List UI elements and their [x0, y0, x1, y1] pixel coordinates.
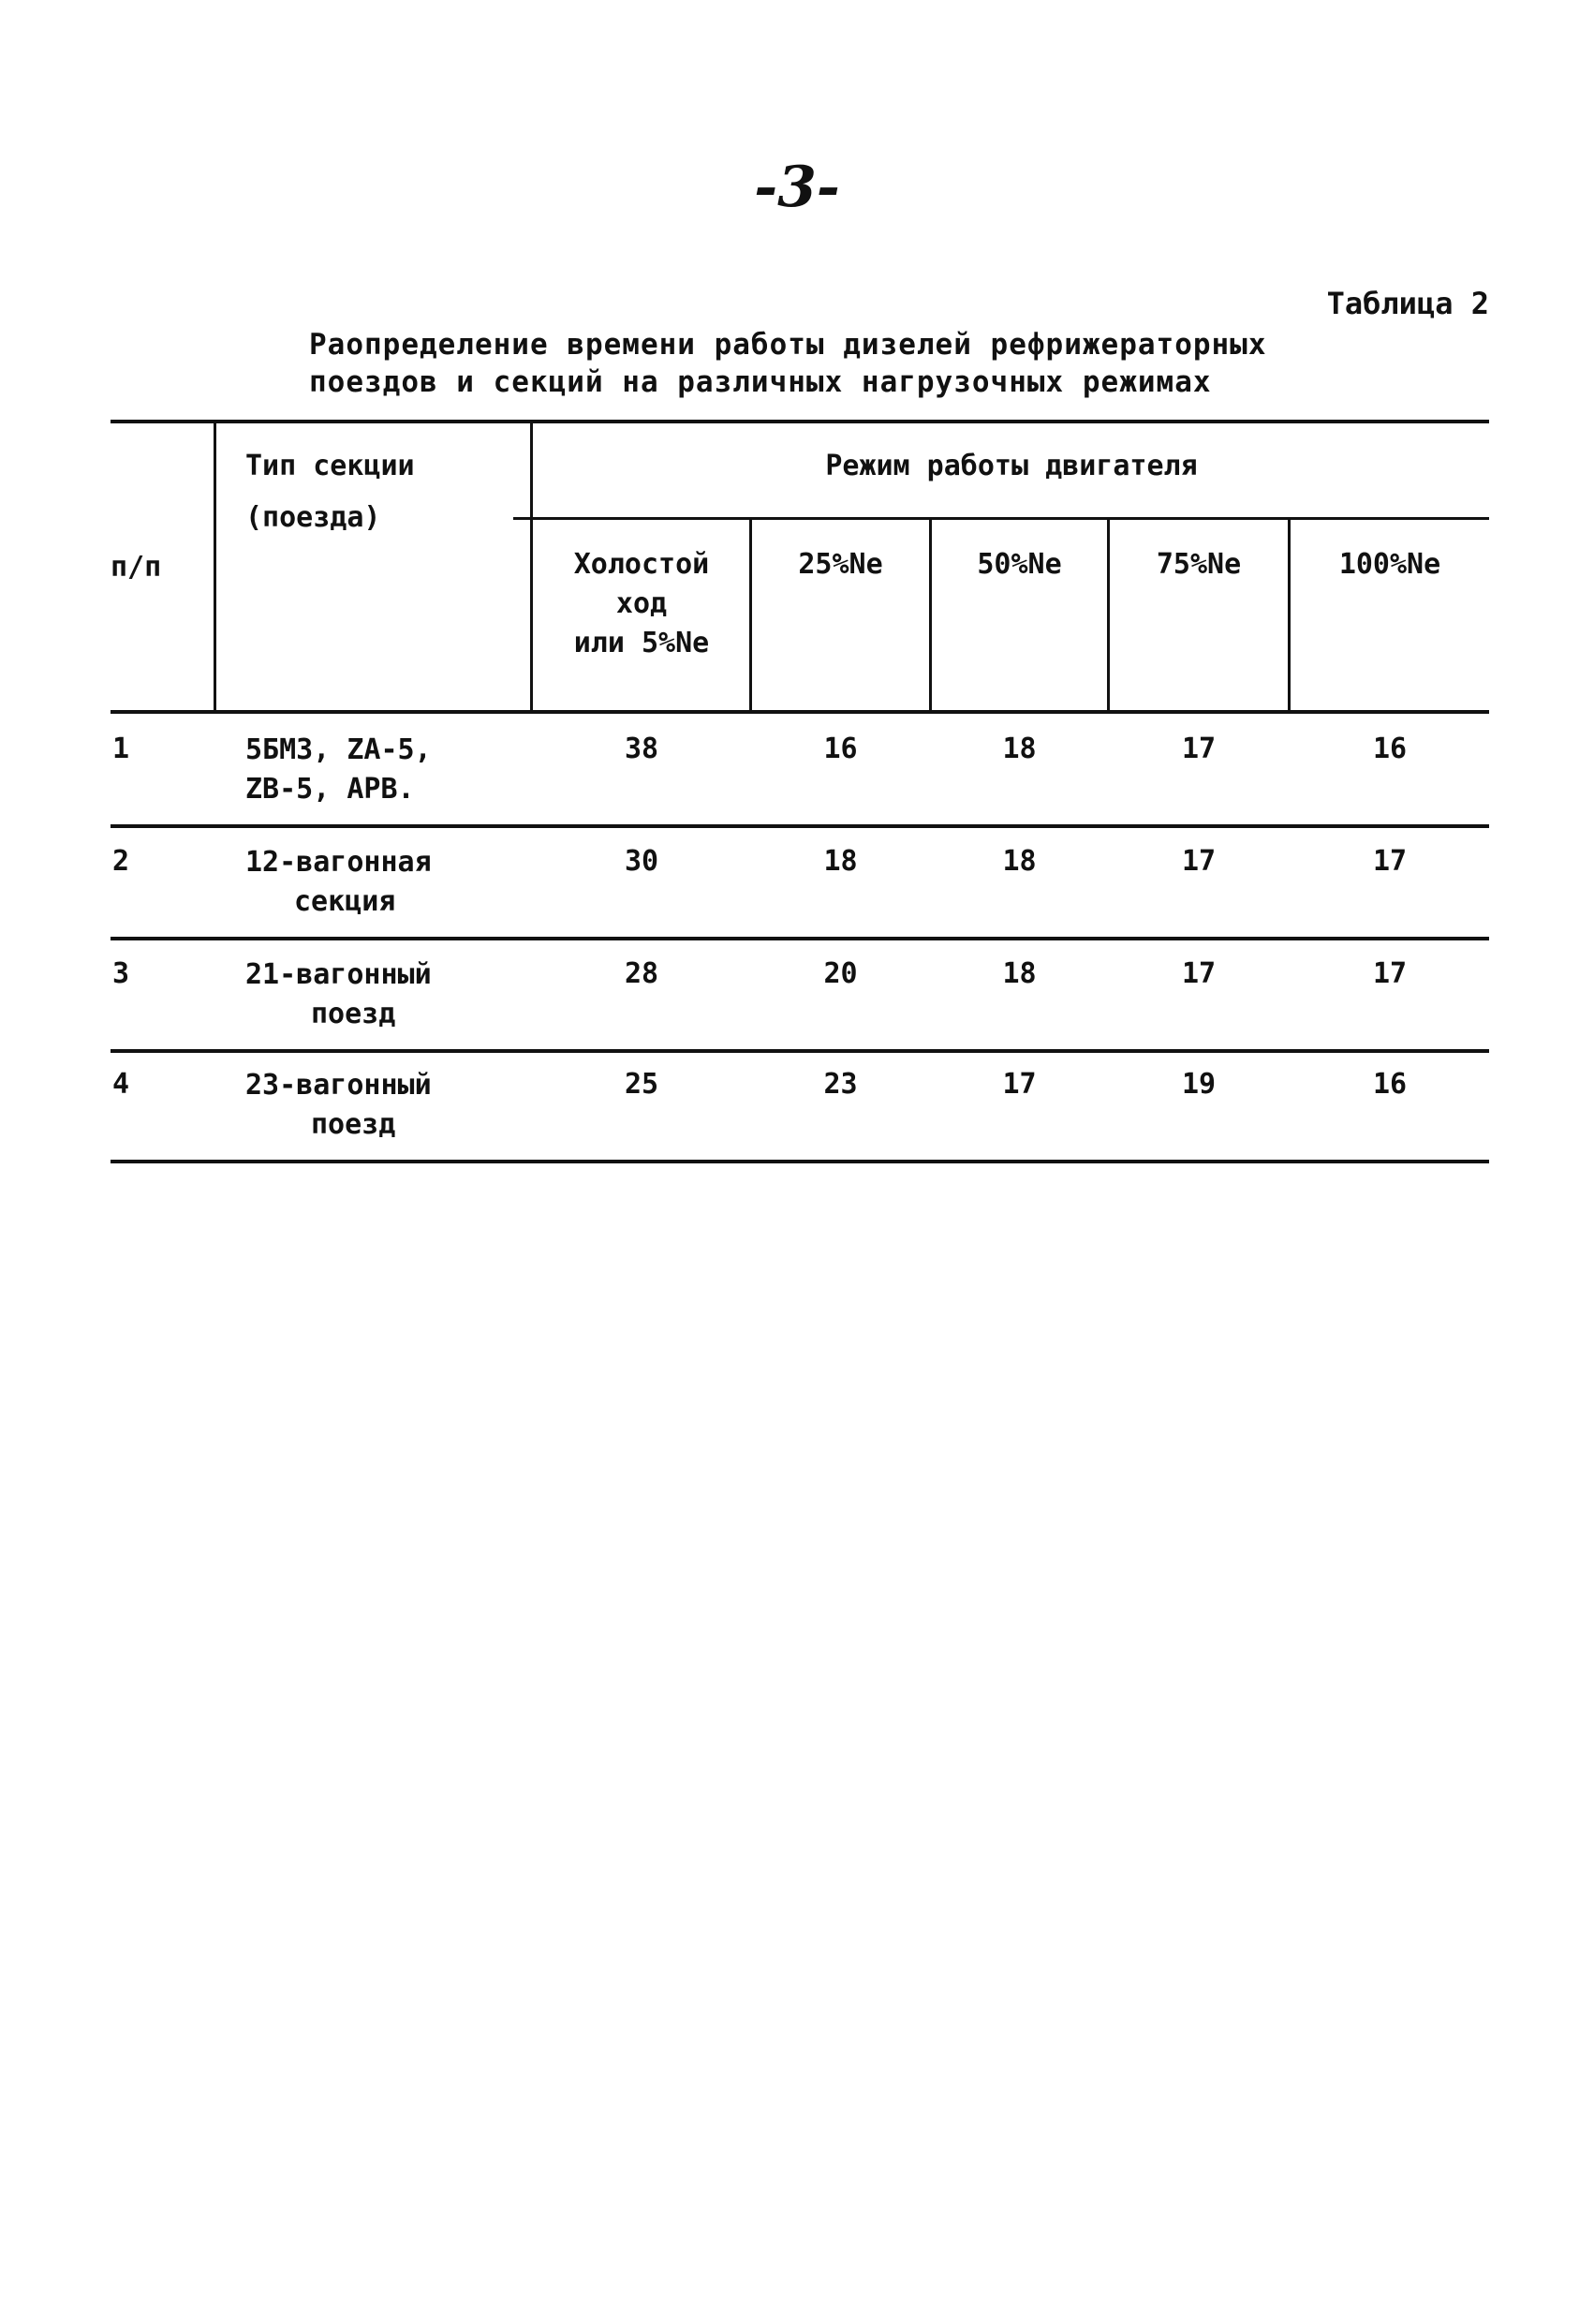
row-rule: [111, 1049, 1489, 1053]
row-25: 18: [823, 845, 858, 878]
table-top-rule: [111, 420, 1489, 423]
header-type-line1: Тип секции: [245, 450, 415, 482]
header-idle: [536, 545, 747, 663]
row-type-line: 5БМЗ, ZA-5,: [245, 733, 432, 766]
header-num: п/п: [111, 551, 162, 584]
row-75: 17: [1181, 957, 1217, 990]
row-rule: [111, 937, 1489, 940]
row-type: [245, 955, 432, 1034]
header-idle-line: Холостой: [573, 548, 710, 581]
header-idle-line: ход: [615, 587, 668, 620]
header-25: 25%Ne: [798, 548, 883, 581]
header-bottom-rule: [111, 710, 1489, 714]
row-idle: 30: [624, 845, 659, 878]
row-type: [245, 731, 432, 809]
header-type-line2: (поезда): [245, 501, 381, 534]
row-100: 16: [1372, 1068, 1408, 1101]
row-75: 17: [1181, 845, 1217, 878]
header-100: 100%Ne: [1338, 548, 1441, 581]
row-type-line: 21-вагонный: [245, 958, 432, 991]
row-type-line: 12-вагонная: [245, 846, 432, 879]
row-type-line: 23-вагонный: [245, 1069, 432, 1102]
row-type-line: поезд: [311, 998, 396, 1030]
row-100: 17: [1372, 957, 1408, 990]
column-divider: [530, 423, 533, 710]
row-50: 18: [1002, 845, 1037, 878]
caption-line: поездов и секций на различных нагрузочных режимах: [309, 365, 1212, 399]
header-idle-line: или 5%Ne: [573, 627, 710, 659]
row-25: 20: [823, 957, 858, 990]
mode-group-rule: [513, 517, 1489, 520]
row-25: 23: [823, 1068, 858, 1101]
table-caption: [309, 326, 1489, 401]
page-number: -3-: [754, 155, 840, 220]
row-type-line: поезд: [311, 1108, 396, 1141]
table-bottom-rule: [111, 1160, 1489, 1163]
row-num: 4: [112, 1068, 130, 1101]
header-75: 75%Ne: [1156, 548, 1242, 581]
header-mode-group: Режим работы двигателя: [825, 450, 1198, 482]
row-idle: 38: [624, 733, 659, 765]
row-num: 1: [112, 733, 130, 765]
row-idle: 25: [624, 1068, 659, 1101]
row-50: 18: [1002, 733, 1037, 765]
row-type: [245, 1066, 432, 1145]
row-num: 2: [112, 845, 130, 878]
row-100: 17: [1372, 845, 1408, 878]
row-25: 16: [823, 733, 858, 765]
row-50: 17: [1002, 1068, 1037, 1101]
table-label: Таблица 2: [1326, 286, 1489, 321]
row-75: 17: [1181, 733, 1217, 765]
column-divider: [214, 423, 216, 710]
row-rule: [111, 824, 1489, 828]
row-75: 19: [1181, 1068, 1217, 1101]
row-100: 16: [1372, 733, 1408, 765]
row-num: 3: [112, 957, 130, 990]
header-50: 50%Ne: [977, 548, 1062, 581]
row-type-line: ZB-5, АРВ.: [245, 773, 415, 806]
row-idle: 28: [624, 957, 659, 990]
row-type-line: секция: [294, 885, 396, 918]
row-type: [245, 843, 432, 922]
row-50: 18: [1002, 957, 1037, 990]
caption-line: Раопределение времени работы дизелей рефрижераторных: [309, 328, 1267, 362]
